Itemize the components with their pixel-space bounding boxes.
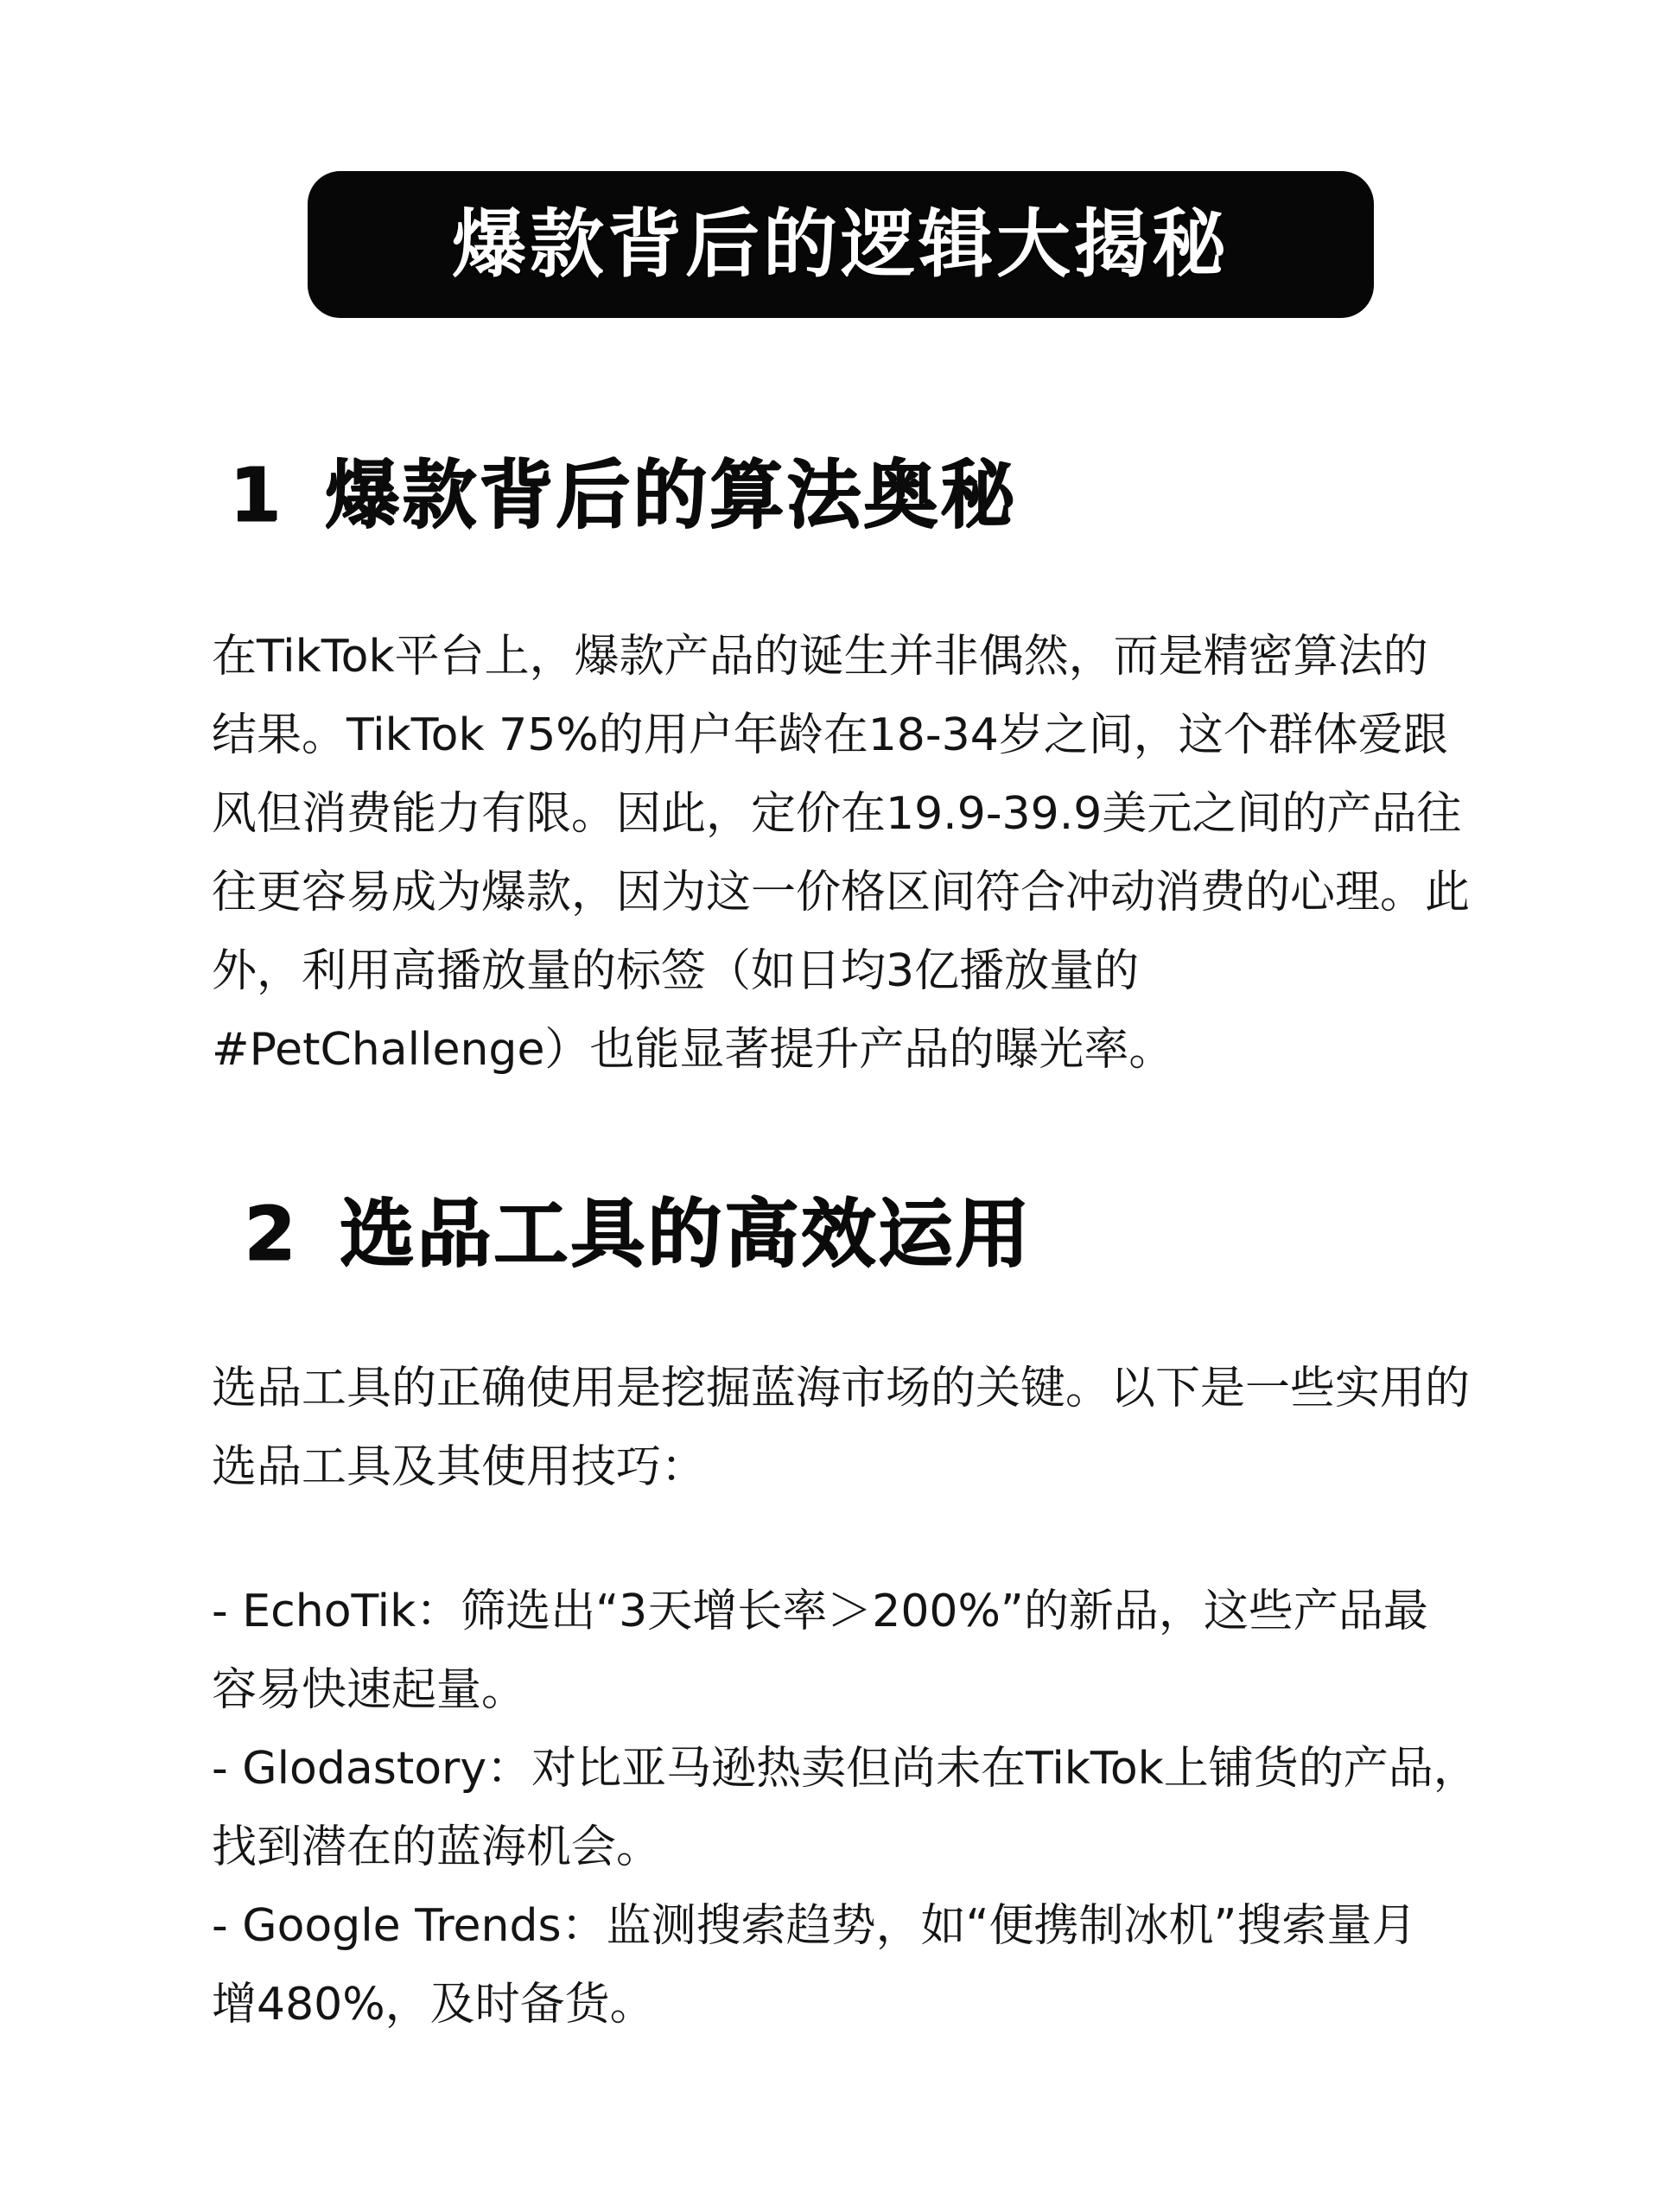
list-item: - Glodastory：对比亚马逊热卖但尚未在TikTok上铺货的产品， [212,1743,1478,1795]
list-item: 容易快速起量。 [212,1664,527,1716]
title-banner [308,171,1374,318]
paragraph-line: 往更容易成为爆款，因为这一价格区间符合冲动消费的心理。此 [212,867,1471,918]
paragraph-line: 结果。TikTok 75%的用户年龄在18-34岁之间，这个群体爱跟 [212,709,1448,761]
section-2-heading [244,1191,1032,1277]
section-1-heading [229,452,1017,538]
list-item: - Google Trends：监测搜索趋势，如“便携制冰机”搜索量月 [212,1900,1417,1952]
section-1-paragraph [212,618,1491,1090]
list-item: 找到潜在的蓝海机会。 [212,1821,662,1873]
section-1-number: 1 [229,452,283,538]
list-item: - EchoTik：筛选出“3天增长率＞200%”的新品，这些产品最 [212,1586,1428,1637]
section-2-number: 2 [244,1191,298,1277]
paragraph-line: 选品工具的正确使用是挖掘蓝海市场的关键。以下是一些实用的 [212,1363,1471,1414]
section-2-intro [212,1350,1491,1507]
paragraph-line: 选品工具及其使用技巧： [212,1441,707,1493]
section-1-title: 爆款背后的算法奥秘 [324,452,1017,538]
paragraph-line: 外，利用高播放量的标签（如日均3亿播放量的 [212,945,1140,997]
paragraph-line: 在TikTok平台上，爆款产品的诞生并非偶然，而是精密算法的 [212,631,1428,683]
tool-list [212,1573,1491,2044]
section-2-title: 选品工具的高效运用 [339,1191,1032,1277]
list-item: 增480%，及时备货。 [212,1979,655,2031]
paragraph-line: #PetChallenge）也能显著提升产品的曝光率。 [212,1024,1174,1076]
page-title: 爆款背后的逻辑大揭秘 [452,201,1230,288]
paragraph-line: 风但消费能力有限。因此，定价在19.9-39.9美元之间的产品往 [212,788,1462,840]
